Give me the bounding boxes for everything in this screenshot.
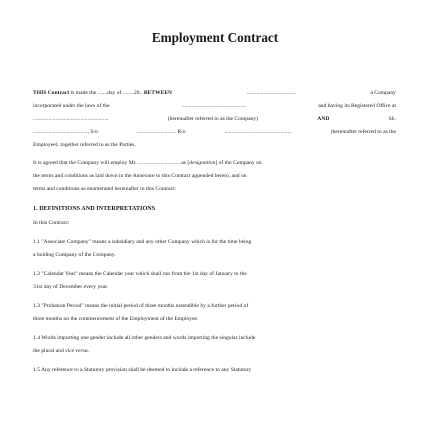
plural-text: the plural and <box>33 348 66 354</box>
clause-1-2-line-1: 1.2 "Calendar Year" means the Calendar year which shall run from the 1st day of January to the <box>33 271 247 277</box>
and-label: AND <box>317 116 330 122</box>
between-label: BETWEEN <box>143 90 173 96</box>
clause-1-1-line-1: 1.1 "Associate Company" means a subsidiary and any other Company which is for the time being <box>33 239 252 245</box>
intro-line-2 <box>33 103 396 110</box>
of-company-text: ] of the Company on <box>215 160 262 166</box>
clause-1-4-line-2 <box>33 348 89 355</box>
sh-text: Sh. <box>388 116 396 122</box>
clause-1-1-line-2: a holding Company of the Company. <box>33 252 116 258</box>
para2-line-3: terms and conditions as enumerated hereinafter in this Contract: <box>33 186 177 192</box>
intro-date-text: is made the .......day of ........20.. <box>70 90 144 96</box>
company-blank: ................................... <box>246 90 296 96</box>
document-title: Employment Contract <box>151 30 279 45</box>
employee-referred-text: (hereinafter referred to as the <box>330 129 396 135</box>
para2-line-2: the terms and conditions as laid down in the Annexure to this Contract appended hereto, and on <box>33 173 247 179</box>
address-blank: ................................................ <box>224 129 292 135</box>
intro-line-3 <box>33 116 396 123</box>
clause-1-4-line-1: 1.4 Words importing one gender include all other genders and words importing the singular include <box>33 335 256 341</box>
so-text: ......................................., S/o <box>33 129 98 135</box>
intro-line-1 <box>33 90 396 97</box>
contract-label: THIS Contract <box>33 90 70 96</box>
ro-text: ............................ R/o <box>136 129 186 135</box>
company-referred-text: (hereinafter referred to as the Company) <box>167 116 259 122</box>
designation-text: designation <box>189 160 216 166</box>
office-text: and having its Registered Office at <box>318 103 396 109</box>
clause-1-5-line-1: 1.5 Any reference to a Statutory provision shall be deemed to include a reference to any Statutory <box>33 367 252 373</box>
laws-blank: .............................................. <box>181 103 247 109</box>
intro-line-5: Employee). together referred to as the Parties. <box>33 142 136 148</box>
clause-1-2-line-2: 31st day of December every year. <box>33 284 109 290</box>
laws-text: incorporated under the laws of the <box>33 103 110 109</box>
company-text: a Company <box>370 90 396 96</box>
section-heading-definitions: 1. DEFINITIONS AND INTERPRETATIONS <box>33 205 156 212</box>
intro-line-4 <box>33 129 396 136</box>
clause-1-3-line-2: three months on the commencement of the Employment of the Employee. <box>33 316 199 322</box>
employ-text: It is agreed that the Company will employ Mr. ...............................as [ <box>33 160 190 166</box>
vice-versa-text: vice versa. <box>65 348 90 354</box>
in-this-contract-text: In this Contract: <box>33 220 70 226</box>
para2-line-1 <box>33 160 396 167</box>
clause-1-3-line-1: 1.3 "Probation Period" means the initial period of three months extendible by a further period of <box>33 303 249 309</box>
office-blank: ...................................................... <box>33 116 109 122</box>
